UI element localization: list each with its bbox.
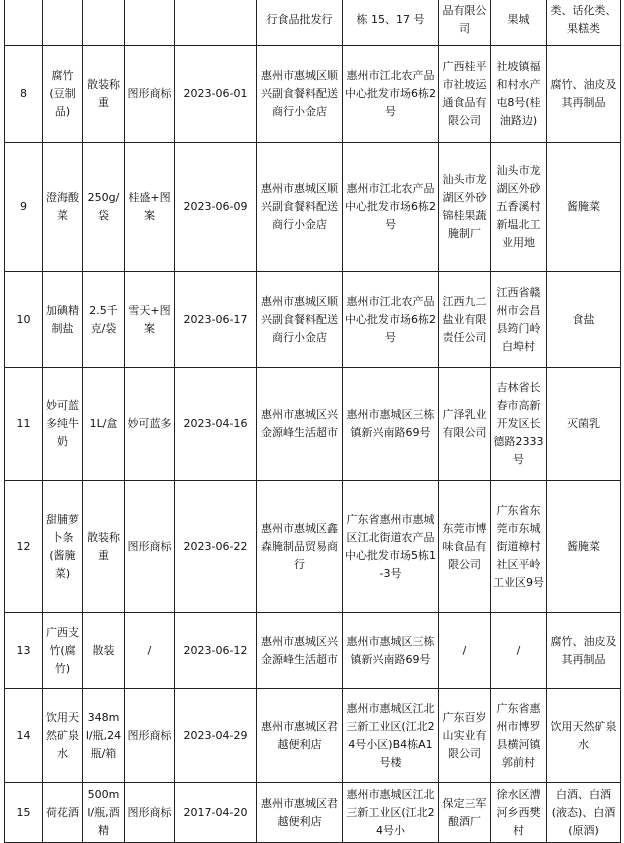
header-cell [83,0,125,46]
cell-producer-addr: 社坡镇福和村水产屯8号(桂油路边) [491,46,547,143]
cell-no: 11 [5,368,43,481]
cell-name: 广西支竹(腐竹) [43,613,83,689]
cell-brand: 妙可蓝多 [125,368,175,481]
cell-producer: 广西桂平市社坡运通食品有限公司 [439,46,491,143]
cell-name: 甜脯萝卜条(酱腌菜) [43,481,83,613]
header-cell [5,0,43,46]
cell-category: 饮用天然矿泉水 [547,689,621,783]
table-row [5,481,621,613]
cell-brand: 图形商标 [125,46,175,143]
cell-seller-addr: 惠州市惠城区江北三新工业区(江北24号小 [343,783,439,843]
header-cell: 果城 [491,0,547,46]
cell-date: 2023-06-12 [175,613,257,689]
cell-seller-addr: 惠州市惠城区三栋镇新兴南路69号 [343,613,439,689]
cell-producer: 江西九二盐业有限责任公司 [439,272,491,368]
header-cell: 行食品批发行 [257,0,343,46]
cell-date: 2023-06-01 [175,46,257,143]
header-cell [43,0,83,46]
cell-producer-addr: 吉林省长春市高新开发区长德路2333号 [491,368,547,481]
table-row [5,783,621,843]
table-row [5,143,621,272]
cell-date: 2023-06-17 [175,272,257,368]
cell-category: 腐竹、油皮及其再制品 [547,46,621,143]
cell-spec: 散装 [83,613,125,689]
table-row [5,368,621,481]
cell-brand: / [125,613,175,689]
cell-date: 2023-04-16 [175,368,257,481]
cell-name: 饮用天然矿泉水 [43,689,83,783]
product-table [4,0,621,843]
cell-date: 2023-06-22 [175,481,257,613]
cell-producer-addr: / [491,613,547,689]
cell-seller-addr: 惠州市江北农产品中心批发市场6栋2号 [343,143,439,272]
cell-producer-addr: 广东省东莞市东城街道樟村社区平岭工业区9号 [491,481,547,613]
cell-name: 妙可蓝多纯牛奶 [43,368,83,481]
table-row [5,46,621,143]
cell-no: 8 [5,46,43,143]
cell-name: 澄海酸菜 [43,143,83,272]
cell-brand: 桂盛+图案 [125,143,175,272]
cell-brand: 图形商标 [125,783,175,843]
header-row [5,0,621,46]
cell-producer-addr: 徐水区漕河乡西樊村 [491,783,547,843]
cell-date: 2023-06-09 [175,143,257,272]
cell-brand: 图形商标 [125,689,175,783]
cell-no: 12 [5,481,43,613]
cell-category: 酱腌菜 [547,481,621,613]
cell-category: 酱腌菜 [547,143,621,272]
cell-brand: 图形商标 [125,481,175,613]
cell-category: 食盐 [547,272,621,368]
cell-producer: 汕头市龙湖区外砂锦桂果蔬腌制厂 [439,143,491,272]
cell-seller: 惠州市惠城区兴金源峰生活超市 [257,368,343,481]
cell-seller: 惠州市惠城区顺兴副食餐料配送商行小金店 [257,46,343,143]
cell-no: 15 [5,783,43,843]
cell-seller-addr: 广东省惠州市惠城区江北街道农产品中心批发市场5栋1-3号 [343,481,439,613]
cell-name: 荷花酒 [43,783,83,843]
cell-spec: 散装称重 [83,46,125,143]
cell-seller: 惠州市惠城区顺兴副食餐料配送商行小金店 [257,143,343,272]
cell-no: 9 [5,143,43,272]
cell-name: 加碘精制盐 [43,272,83,368]
cell-no: 13 [5,613,43,689]
cell-seller-addr: 惠州市江北农产品中心批发市场6栋2号 [343,272,439,368]
cell-category: 腐竹、油皮及其再制品 [547,613,621,689]
header-cell: 类、话化类、果糕类 [547,0,621,46]
header-cell: 品有限公司 [439,0,491,46]
cell-date: 2017-04-20 [175,783,257,843]
cell-category: 白酒、白酒(液态)、白酒(原酒) [547,783,621,843]
cell-producer-addr: 汕头市龙湖区外砂五香溪村新塭北工业用地 [491,143,547,272]
header-cell [175,0,257,46]
cell-producer: 保定三军酿酒厂 [439,783,491,843]
cell-spec: 348ml/瓶,24瓶/箱 [83,689,125,783]
cell-seller: 惠州市惠城区兴金源峰生活超市 [257,613,343,689]
table-row [5,613,621,689]
cell-seller: 惠州市惠城区鑫森腌制品贸易商行 [257,481,343,613]
cell-producer: 东莞市博味食品有限公司 [439,481,491,613]
cell-seller: 惠州市惠城区顺兴副食餐料配送商行小金店 [257,272,343,368]
cell-name: 腐竹(豆制品) [43,46,83,143]
cell-producer: 广泽乳业有限公司 [439,368,491,481]
cell-no: 14 [5,689,43,783]
cell-date: 2023-04-29 [175,689,257,783]
cell-category: 灭菌乳 [547,368,621,481]
cell-no: 10 [5,272,43,368]
header-cell [125,0,175,46]
cell-spec: 1L/盒 [83,368,125,481]
cell-spec: 250g/袋 [83,143,125,272]
cell-seller: 惠州市惠城区君越便利店 [257,783,343,843]
cell-spec: 500ml/瓶,酒精 [83,783,125,843]
cell-seller-addr: 惠州市江北农产品中心批发市场6栋2号 [343,46,439,143]
cell-producer-addr: 江西省赣州市会昌县筠门岭白埠村 [491,272,547,368]
cell-brand: 雪天+图案 [125,272,175,368]
table-row [5,272,621,368]
table-row [5,689,621,783]
cell-seller: 惠州市惠城区君越便利店 [257,689,343,783]
cell-producer: 广东百岁山实业有限公司 [439,689,491,783]
cell-spec: 2.5千克/袋 [83,272,125,368]
cell-producer-addr: 广东省惠州市博罗县横河镇郭前村 [491,689,547,783]
cell-seller-addr: 惠州市惠城区江北三新工业区(江北24号小区)B4栋A1号楼 [343,689,439,783]
cell-producer: / [439,613,491,689]
header-cell: 栋 15、17 号 [343,0,439,46]
cell-seller-addr: 惠州市惠城区三栋镇新兴南路69号 [343,368,439,481]
cell-spec: 散装称重 [83,481,125,613]
